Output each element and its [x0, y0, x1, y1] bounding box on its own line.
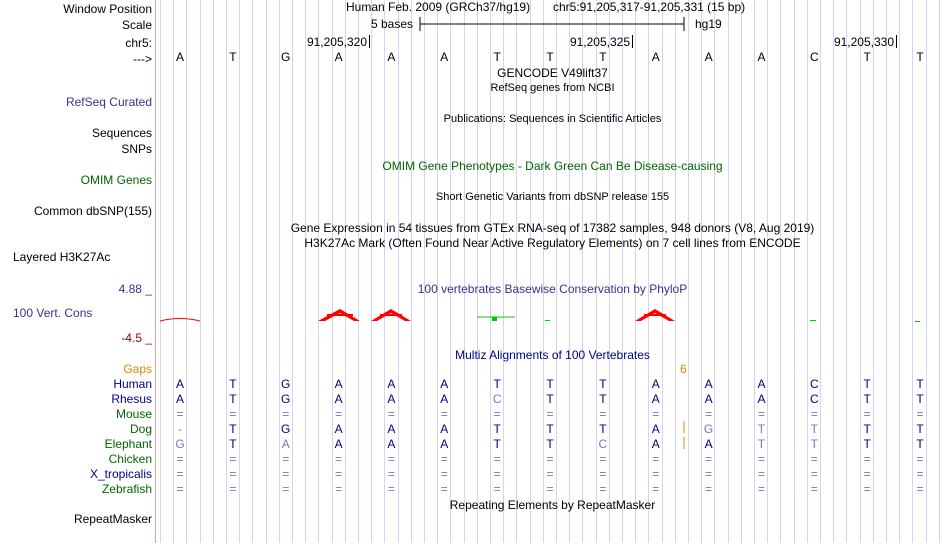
- alignment-base: =: [810, 407, 818, 421]
- base-letter: G: [281, 50, 291, 64]
- alignment-base: =: [810, 452, 818, 466]
- window-position-label: Window Position: [63, 2, 152, 16]
- alignment-base: A: [440, 377, 449, 391]
- alignment-base: T: [863, 437, 871, 451]
- alignment-base: T: [863, 377, 871, 391]
- base-letter: A: [175, 50, 184, 64]
- gap-count: 6: [680, 362, 687, 376]
- grid-line: [939, 0, 940, 543]
- omim-track-label[interactable]: OMIM Genes: [80, 173, 152, 187]
- alignment-base: A: [440, 392, 449, 406]
- coordinate-tick-mark: [632, 35, 633, 48]
- alignment-base: A: [334, 422, 343, 436]
- refseq-track-label[interactable]: RefSeq Curated: [65, 95, 152, 109]
- alignment-base: A: [175, 392, 184, 406]
- grid-line: [886, 0, 887, 543]
- alignment-base: A: [387, 437, 396, 451]
- alignment-base: =: [757, 482, 765, 496]
- gencode-track-title[interactable]: GENCODE V49lift37: [497, 66, 608, 80]
- alignment-base: =: [229, 482, 237, 496]
- alignment-base: =: [229, 407, 237, 421]
- species-label[interactable]: Rhesus: [111, 392, 152, 406]
- alignment-base: =: [863, 482, 871, 496]
- alignment-base: T: [916, 437, 924, 451]
- alignment-base: =: [176, 452, 184, 466]
- alignment-base: A: [757, 377, 766, 391]
- alignment-base: T: [229, 392, 237, 406]
- alignment-base: =: [599, 452, 607, 466]
- grid-line: [794, 0, 795, 543]
- dbsnp-track-title[interactable]: Short Genetic Variants from dbSNP release 155: [435, 191, 670, 203]
- alignment-base: =: [652, 467, 660, 481]
- assembly-name: Human Feb. 2009 (GRCh37/hg19): [346, 0, 531, 14]
- grid-line: [160, 0, 161, 543]
- alignment-base: A: [440, 422, 449, 436]
- alignment-base: T: [493, 437, 501, 451]
- alignment-base: =: [546, 467, 554, 481]
- alignment-base: T: [546, 437, 554, 451]
- alignment-base: T: [493, 422, 501, 436]
- alignment-base: A: [757, 392, 766, 406]
- alignment-base: C: [598, 437, 608, 451]
- alignment-base: =: [546, 452, 554, 466]
- phylop-track-label[interactable]: 100 Vert. Cons: [13, 306, 93, 320]
- alignment-base: =: [546, 407, 554, 421]
- h3k27ac-track-label[interactable]: Layered H3K27Ac: [13, 250, 111, 264]
- alignment-base: =: [493, 467, 501, 481]
- alignment-base: T: [229, 377, 237, 391]
- alignment-base: G: [281, 392, 291, 406]
- alignment-base: =: [705, 407, 713, 421]
- base-letter: T: [493, 50, 501, 64]
- alignment-base: A: [387, 392, 396, 406]
- alignment-base: =: [440, 452, 448, 466]
- alignment-base: =: [757, 407, 765, 421]
- phylop-ymax: 4.88 _: [118, 282, 152, 296]
- alignment-base: =: [863, 407, 871, 421]
- alignment-base: =: [440, 467, 448, 481]
- alignment-base: =: [916, 482, 924, 496]
- alignment-base: T: [546, 392, 554, 406]
- alignment-base: A: [387, 377, 396, 391]
- alignment-base: =: [916, 467, 924, 481]
- alignment-base: A: [651, 422, 660, 436]
- grid-line: [266, 0, 267, 543]
- base-letter: T: [599, 50, 607, 64]
- chrom-label: chr5:: [125, 36, 152, 50]
- alignment-base: A: [334, 377, 343, 391]
- alignment-base: =: [282, 482, 290, 496]
- alignment-base: A: [334, 392, 343, 406]
- alignment-base: C: [492, 392, 502, 406]
- species-label[interactable]: Dog: [129, 422, 152, 436]
- alignment-base: =: [916, 407, 924, 421]
- alignment-base: =: [387, 407, 395, 421]
- alignment-base: =: [652, 407, 660, 421]
- alignment-base: G: [175, 437, 185, 451]
- coordinate-tick-label: 91,205,330: [833, 35, 894, 49]
- alignment-base: =: [282, 452, 290, 466]
- phylop-ymin: -4.5 _: [121, 331, 152, 345]
- repeatmasker-track-label[interactable]: RepeatMasker: [73, 512, 152, 526]
- grid-line: [846, 0, 847, 543]
- alignment-base: A: [651, 437, 660, 451]
- base-letter: A: [387, 50, 396, 64]
- coordinate-tick-label: 91,205,320: [306, 35, 367, 49]
- alignment-base: T: [757, 422, 766, 436]
- coordinate-tick-label: 91,205,325: [569, 35, 630, 49]
- species-label[interactable]: Elephant: [104, 437, 152, 451]
- alignment-base: T: [546, 422, 554, 436]
- grid-line: [899, 0, 900, 543]
- alignment-base: =: [335, 407, 343, 421]
- grid-line: [200, 0, 201, 543]
- species-label[interactable]: Mouse: [115, 407, 152, 421]
- alignment-base: A: [334, 437, 343, 451]
- alignment-base: =: [599, 482, 607, 496]
- grid-line: [741, 0, 742, 543]
- scale-db-text: hg19: [695, 17, 722, 31]
- alignment-base: =: [229, 452, 237, 466]
- coordinate-tick-mark: [896, 35, 897, 48]
- alignment-base: A: [704, 377, 713, 391]
- snps-track-label[interactable]: SNPs: [121, 142, 152, 156]
- alignment-base: =: [652, 482, 660, 496]
- grid-line: [305, 0, 306, 543]
- alignment-base: =: [440, 482, 448, 496]
- repeatmasker-track-title[interactable]: Repeating Elements by RepeatMasker: [449, 498, 656, 512]
- phylop-track-title[interactable]: 100 vertebrates Basewise Conservation by PhyloP: [417, 282, 688, 296]
- base-letter: A: [704, 50, 713, 64]
- alignment-base: =: [387, 467, 395, 481]
- base-letter: A: [757, 50, 766, 64]
- alignment-base: =: [652, 452, 660, 466]
- gtex-track-title[interactable]: Gene Expression in 54 tissues from GTEx RNA-seq of 17382 samples, 948 donors (V8, Aug 2019): [290, 221, 815, 235]
- alignment-base: T: [916, 377, 924, 391]
- alignment-base: =: [440, 407, 448, 421]
- alignment-base: C: [809, 377, 819, 391]
- phylop-signal: [155, 300, 950, 325]
- alignment-base: T: [757, 437, 766, 451]
- sequences-track-label[interactable]: Sequences: [91, 126, 152, 140]
- alignment-base: T: [863, 392, 871, 406]
- alignment-base: =: [387, 482, 395, 496]
- window-range: chr5:91,205,317-91,205,331 (15 bp): [553, 0, 746, 14]
- base-letter: T: [916, 50, 924, 64]
- alignment-base: =: [705, 452, 713, 466]
- publications-track-title[interactable]: Publications: Sequences in Scientific Articles: [443, 113, 662, 125]
- alignment-base: T: [229, 437, 237, 451]
- alignment-base: A: [651, 392, 660, 406]
- multiz-track-title[interactable]: Multiz Alignments of 100 Vertebrates: [455, 348, 650, 362]
- alignment-base: T: [599, 392, 607, 406]
- alignment-base: T: [599, 422, 607, 436]
- alignment-base: A: [281, 437, 290, 451]
- grid-line: [728, 0, 729, 543]
- alignment-base: =: [916, 452, 924, 466]
- alignment-base: T: [916, 422, 924, 436]
- alignment-base: =: [282, 467, 290, 481]
- refseq-track-subtitle: RefSeq genes from NCBI: [490, 82, 615, 94]
- alignment-base: =: [282, 407, 290, 421]
- grid-line: [252, 0, 253, 543]
- alignment-base: =: [705, 482, 713, 496]
- species-label[interactable]: Human: [113, 377, 152, 391]
- coordinate-tick-mark: [369, 35, 370, 48]
- base-letter: T: [863, 50, 871, 64]
- species-label[interactable]: Zebrafish: [101, 482, 152, 496]
- alignment-base: G: [281, 422, 291, 436]
- alignment-base: =: [599, 467, 607, 481]
- alignment-base: A: [175, 377, 184, 391]
- alignment-base: =: [863, 467, 871, 481]
- alignment-base: =: [229, 467, 237, 481]
- alignment-base: =: [757, 467, 765, 481]
- grid-line: [213, 0, 214, 543]
- grid-line: [371, 0, 372, 543]
- alignment-base: =: [387, 452, 395, 466]
- alignment-base: =: [335, 452, 343, 466]
- grid-line: [780, 0, 781, 543]
- base-letter: A: [651, 50, 660, 64]
- base-letter: C: [809, 50, 819, 64]
- alignment-base: =: [705, 467, 713, 481]
- alignment-base: T: [810, 422, 818, 436]
- alignment-base: A: [387, 422, 396, 436]
- h3k27ac-track-title[interactable]: H3K27Ac Mark (Often Found Near Active Regulatory Elements) on 7 cell lines from ENCODE: [304, 236, 801, 250]
- scale-bases-text: 5 bases: [371, 17, 414, 31]
- base-letter: A: [440, 50, 449, 64]
- alignment-base: G: [703, 422, 714, 436]
- alignment-base: A: [440, 437, 449, 451]
- dbsnp-track-label[interactable]: Common dbSNP(155): [33, 204, 152, 218]
- species-label[interactable]: Chicken: [108, 452, 152, 466]
- alignment-base: T: [863, 422, 871, 436]
- alignment-base: A: [704, 392, 713, 406]
- alignment-base: =: [493, 482, 501, 496]
- scale-label: Scale: [121, 18, 152, 32]
- gaps-label: Gaps: [123, 362, 152, 376]
- alignment-base: =: [599, 407, 607, 421]
- alignment-base: =: [335, 482, 343, 496]
- alignment-base: G: [281, 377, 291, 391]
- alignment-base: =: [493, 407, 501, 421]
- grid-line: [318, 0, 319, 543]
- grid-line: [358, 0, 359, 543]
- alignment-base: =: [493, 452, 501, 466]
- strand-label: --->: [133, 52, 152, 66]
- alignment-base: A: [704, 437, 713, 451]
- alignment-base: T: [546, 377, 554, 391]
- base-letter: A: [334, 50, 343, 64]
- alignment-base: T: [493, 377, 501, 391]
- alignment-base: T: [599, 377, 607, 391]
- alignment-base: =: [546, 482, 554, 496]
- species-label[interactable]: X_tropicalis: [89, 467, 152, 481]
- scale-bar: [418, 16, 688, 32]
- alignment-base: T: [916, 392, 924, 406]
- alignment-base: =: [335, 467, 343, 481]
- alignment-base: =: [176, 407, 184, 421]
- alignment-base: T: [229, 422, 237, 436]
- alignment-base: C: [809, 392, 819, 406]
- alignment-base: =: [176, 482, 184, 496]
- grid-line: [833, 0, 834, 543]
- base-letter: T: [546, 50, 554, 64]
- image-left-border: [155, 0, 156, 543]
- alignment-base: -: [178, 422, 182, 436]
- alignment-base: A: [651, 377, 660, 391]
- alignment-base: =: [810, 467, 818, 481]
- alignment-base: =: [757, 452, 765, 466]
- alignment-base: T: [810, 437, 818, 451]
- alignment-base: =: [810, 482, 818, 496]
- omim-track-title[interactable]: OMIM Gene Phenotypes - Dark Green Can Be Disease-causing: [382, 159, 723, 173]
- alignment-base: =: [176, 467, 184, 481]
- base-letter: T: [229, 50, 237, 64]
- alignment-base: =: [863, 452, 871, 466]
